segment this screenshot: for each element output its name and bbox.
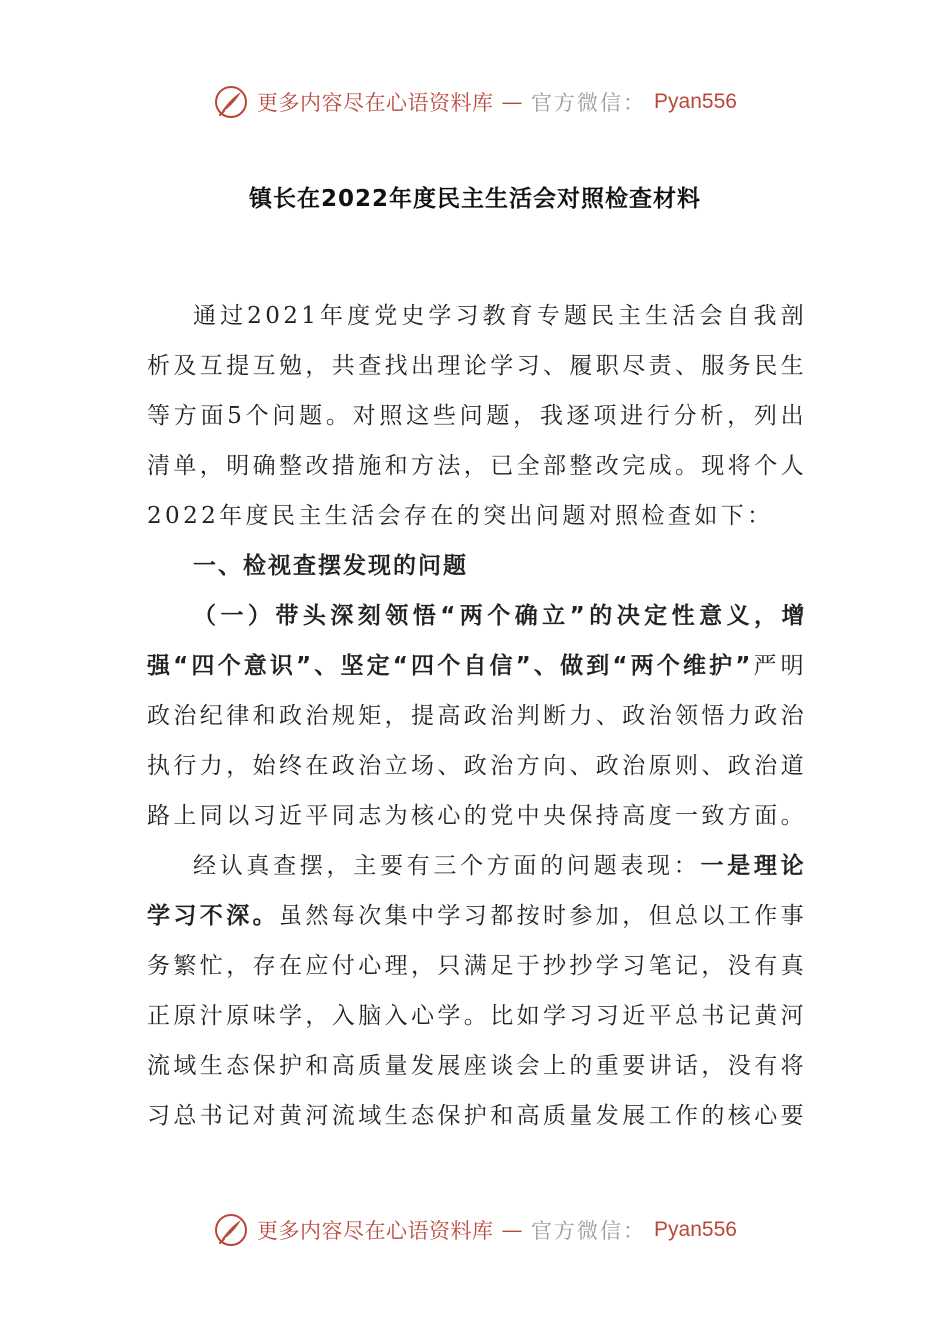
body-paragraph	[147, 841, 807, 1141]
paragraph-emphasis: 一是理论学习不深。	[147, 853, 807, 929]
paragraph-text: 虽然每次集中学习都按时参加，但总以工作事务繁忙，存在应付心理，只满足于抄抄学习笔记，没有真正原汁原味学，入脑入心学。比如学习习近平总书记黄河流域生态保护和高质量发展座谈会上的重要讲话，没有将习总书记对黄河流域生态保护和高质量发展工作的核心要	[147, 903, 807, 1129]
subsection-text: 严明政治纪律和政治规矩，提高政治判断力、政治领悟力政治执行力，始终在政治立场、政治方向、政治原则、政治道路上同以习近平同志为核心的党中央保持高度一致方面。	[147, 653, 807, 829]
document-title: 镇长在2022年度民主生活会对照检查材料	[248, 186, 701, 212]
watermark-banner-top	[0, 80, 950, 124]
watermark-label: 官方微信：	[531, 91, 647, 115]
watermark-main-text: 更多内容尽在心语资料库	[257, 1219, 494, 1243]
watermark-wechat-id: Pyan556	[654, 90, 737, 113]
section-heading: 一、检视查摆发现的问题	[193, 553, 468, 579]
document-body	[147, 291, 807, 1141]
subsection-heading: （一）带头深刻领悟“两个确立”的决定性意义，增强“四个意识”、坚定“四个自信”、做到“两个维护”	[147, 603, 807, 679]
intro-paragraph: 通过2021年度党史学习教育专题民主生活会自我剖析及互提互勉，共查找出理论学习、履职尽责、服务民生等方面5个问题。对照这些问题，我逐项进行分析，列出清单，明确整改措施和方法，已全部整改完成。现将个人2022年度民主生活会存在的突出问题对照检查如下：	[147, 303, 807, 529]
watermark-main-text: 更多内容尽在心语资料库	[257, 91, 494, 115]
watermark-label: 官方微信：	[531, 1219, 647, 1243]
watermark-separator: —	[501, 1218, 524, 1242]
paragraph-lead: 经认真查摆，主要有三个方面的问题表现：	[193, 853, 701, 879]
watermark-separator: —	[501, 90, 524, 114]
subsection-paragraph	[147, 591, 807, 841]
quill-pen-logo-icon	[213, 1212, 249, 1248]
quill-pen-logo-icon	[213, 84, 249, 120]
watermark-wechat-id: Pyan556	[654, 1218, 737, 1241]
watermark-banner-bottom	[0, 1208, 950, 1252]
